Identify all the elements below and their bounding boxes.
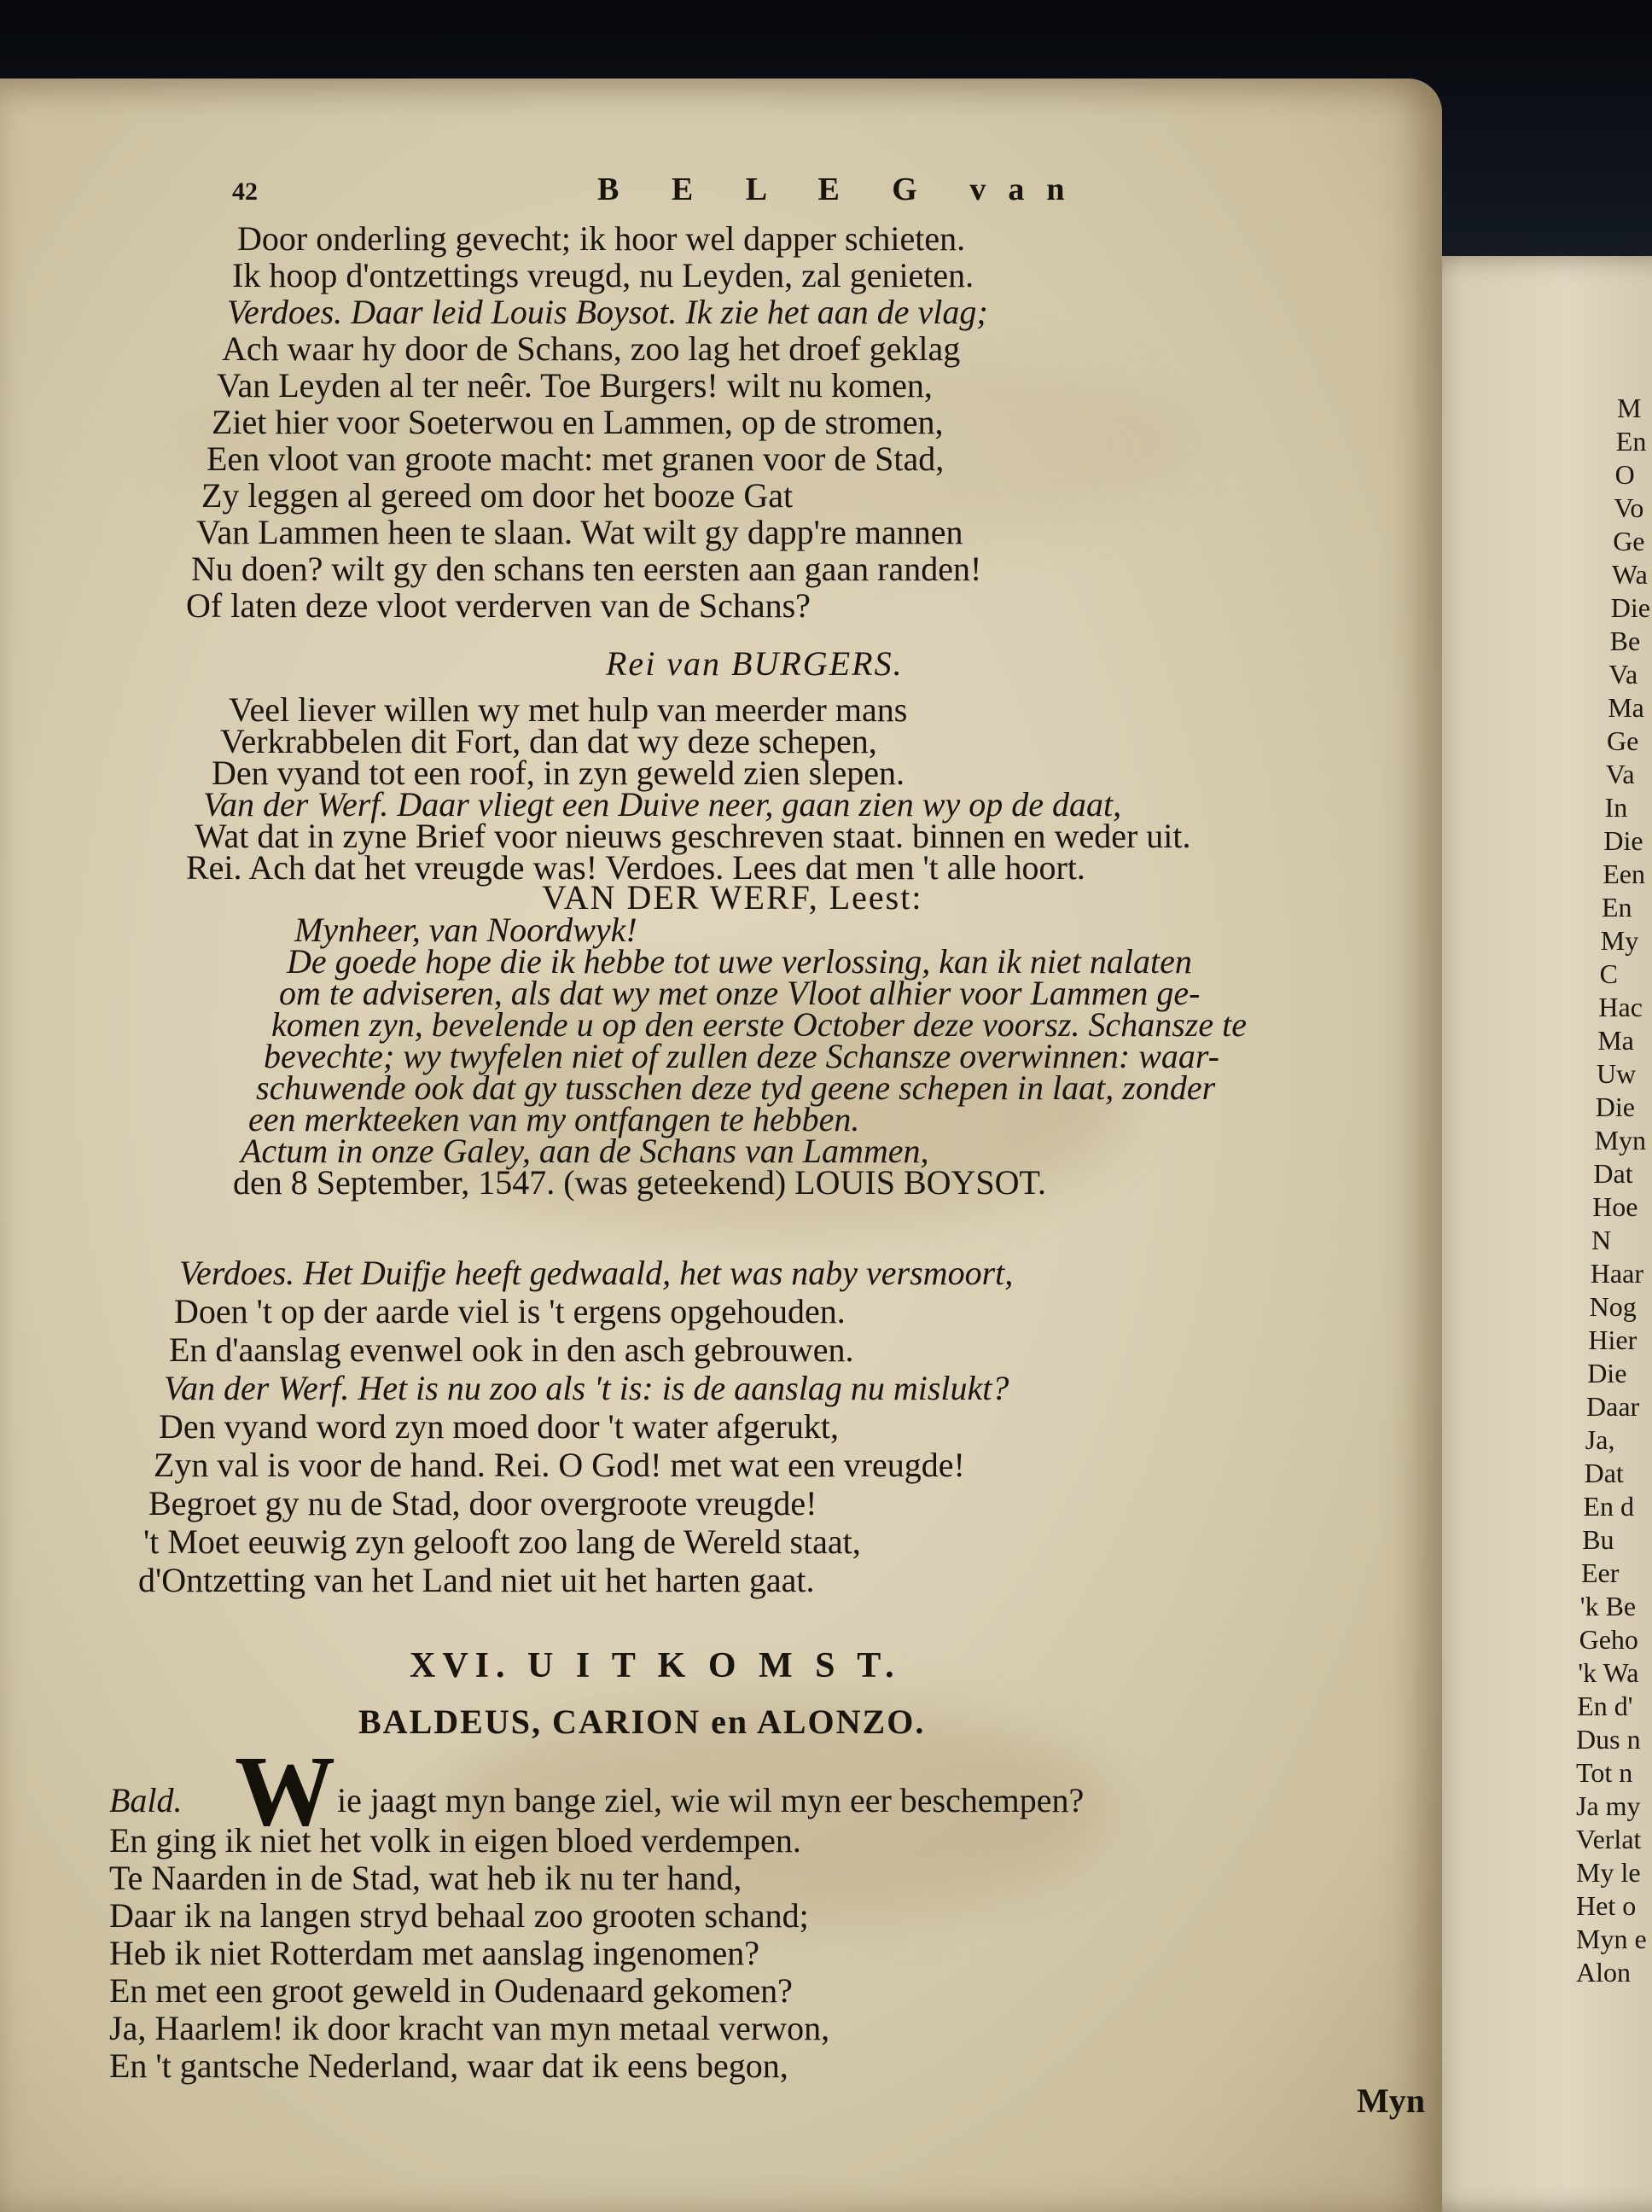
rei-heading: Rei van BURGERS. xyxy=(606,644,904,683)
facing-page-fragment: M xyxy=(1617,393,1642,423)
text-line: Wat dat in zyne Brief voor nieuws geschreven staat. binnen en weder uit. xyxy=(195,817,1191,855)
facing-page-fragment: Ja my xyxy=(1576,1790,1641,1821)
facing-page-fragment: Va xyxy=(1608,659,1638,690)
facing-page-fragment: En xyxy=(1615,426,1647,457)
facing-page-fragment: En xyxy=(1602,892,1632,923)
text-line: den 8 September, 1547. (was geteekend) LOUIS BOYSOT. xyxy=(233,1163,1047,1202)
text-line: Daar ik na langen stryd behaal zoo grooten schand; xyxy=(109,1896,809,1935)
text-line: En d'aanslag evenwel ook in den asch gebrouwen. xyxy=(169,1330,854,1369)
speaker-label: Bald. xyxy=(109,1781,183,1819)
facing-page-fragment: Eer xyxy=(1581,1557,1620,1588)
text-line: Rei. Ach dat het vreugde was! Verdoes. Lees dat men 't alle hoort. xyxy=(186,848,1085,887)
facing-page-fragment: Dat xyxy=(1584,1458,1624,1488)
facing-page-fragment: Die xyxy=(1603,825,1643,856)
text-line: Nu doen? wilt gy den schans ten eersten aan gaan randen! xyxy=(191,550,982,588)
facing-page-fragment: Ma xyxy=(1597,1025,1634,1056)
text-line: Actum in onze Galey, aan de Schans van Lammen, xyxy=(241,1132,929,1170)
text-line: Mynheer, van Noordwyk! xyxy=(294,911,637,949)
facing-page-fragment: Hoe xyxy=(1592,1191,1638,1222)
text-line: Verdoes. Het Duifje heeft gedwaald, het was naby versmoort, xyxy=(179,1254,1014,1292)
facing-page-fragment: Tot n xyxy=(1576,1757,1633,1788)
facing-page-fragment: Ge xyxy=(1607,725,1639,756)
facing-page-fragment: Verlat xyxy=(1576,1824,1642,1854)
text-line: Te Naarden in de Stad, wat heb ik nu ter hand, xyxy=(109,1859,742,1897)
section-heading: XVI. U I T K O M S T. xyxy=(410,1646,901,1685)
text-line: schuwende ook dat gy tusschen deze tyd geene schepen in laat, zonder xyxy=(256,1068,1216,1107)
text-line: 't Moet eeuwig zyn gelooft zoo lang de Wereld staat, xyxy=(143,1522,861,1561)
text-line: Den vyand word zyn moed door 't water afgerukt, xyxy=(159,1407,839,1446)
facing-page-fragment: O xyxy=(1614,459,1635,490)
text-line: Zy leggen al gereed om door het booze Gat xyxy=(201,476,794,515)
text-line: En ging ik niet het volk in eigen bloed verdempen. xyxy=(109,1821,801,1860)
text-line: om te adviseren, als dat wy met onze Vloot alhier voor Lammen ge- xyxy=(279,974,1201,1012)
facing-page-fragment: C xyxy=(1599,958,1618,989)
facing-page-fragment: Vo xyxy=(1614,492,1644,523)
facing-page-fragment: Ge xyxy=(1613,526,1645,556)
facing-page-fragment: Ja, xyxy=(1585,1424,1615,1455)
facing-page-fragment: En d xyxy=(1583,1491,1634,1522)
text-line: Een vloot van groote macht: met granen voor de Stad, xyxy=(206,439,945,478)
text-line: Heb ik niet Rotterdam met aanslag ingenomen? xyxy=(109,1934,759,1972)
facing-page-fragment: My le xyxy=(1576,1857,1641,1888)
facing-page-fragment: En d' xyxy=(1577,1691,1633,1721)
text-line: Veel liever willen wy met hulp van meerder mans xyxy=(229,690,908,729)
facing-page-fragment: 'k Be xyxy=(1579,1591,1637,1621)
text-line: Van der Werf. Het is nu zoo als 't is: is de aanslag nu mislukt? xyxy=(164,1369,1009,1407)
text-line: Van Leyden al ter neêr. Toe Burgers! wilt nu komen, xyxy=(217,366,933,405)
facing-page-fragment: Een xyxy=(1603,859,1645,889)
first-line: ie jaagt myn bange ziel, wie wil myn eer beschempen? xyxy=(337,1781,1085,1819)
facing-page-fragment: Die xyxy=(1595,1091,1635,1122)
facing-page-fragment: N xyxy=(1591,1225,1612,1255)
page-number: 42 xyxy=(232,178,258,206)
catchword: Myn xyxy=(1357,2081,1425,2120)
facing-page-fragment: Die xyxy=(1610,592,1650,623)
facing-page-fragment: Nog xyxy=(1589,1291,1637,1322)
text-line: Ach waar hy door de Schans, zoo lag het droef geklag xyxy=(222,329,961,368)
facing-page-fragment: Hac xyxy=(1598,992,1643,1022)
drop-cap: W xyxy=(235,1735,335,1847)
facing-page-fragment: Daar xyxy=(1586,1391,1640,1422)
text-line: Verkrabbelen dit Fort, dan dat wy deze schepen, xyxy=(220,722,877,760)
facing-page xyxy=(1412,256,1652,2212)
section-cast: BALDEUS, CARION en ALONZO. xyxy=(358,1703,926,1741)
facing-page-fragment: Ma xyxy=(1608,692,1644,723)
letter-heading: VAN DER WERF, Leest: xyxy=(542,878,923,917)
running-head: B E L E G van xyxy=(597,172,1087,207)
facing-page-fragment: My xyxy=(1600,925,1639,956)
text-line: Of laten deze vloot verderven van de Schans? xyxy=(186,586,811,625)
facing-page-fragment: Haar xyxy=(1590,1258,1643,1289)
facing-page-fragment: Wa xyxy=(1612,559,1648,590)
facing-page-fragment: Geho xyxy=(1579,1624,1638,1655)
facing-page-fragment: Alon xyxy=(1576,1957,1631,1988)
text-line: En met een groot geweld in Oudenaard gekomen? xyxy=(109,1971,793,2010)
facing-page-fragment: Myn e xyxy=(1576,1924,1647,1954)
text-line: bevechte; wy twyfelen niet of zullen deze Schansze overwinnen: waar- xyxy=(264,1037,1219,1075)
text-line: Verdoes. Daar leid Louis Boysot. Ik zie het aan de vlag; xyxy=(227,293,988,331)
text-line: Den vyand tot een roof, in zyn geweld zien slepen. xyxy=(212,754,905,792)
text-line: Door onderling gevecht; ik hoor wel dapper schieten. xyxy=(237,219,966,258)
text-line: Doen 't op der aarde viel is 't ergens opgehouden. xyxy=(174,1292,846,1330)
text-line: En 't gantsche Nederland, waar dat ik eens begon, xyxy=(109,2046,788,2085)
text-line: Van der Werf. Daar vliegt een Duive neer, gaan zien wy op de daat, xyxy=(203,785,1122,824)
facing-page-fragment: Va xyxy=(1605,759,1635,789)
text-line: Ik hoop d'ontzettings vreugd, nu Leyden, zal genieten. xyxy=(232,256,974,294)
facing-page-fragment: Hier xyxy=(1588,1324,1637,1355)
facing-page-fragment: In xyxy=(1604,792,1628,823)
facing-page-fragment: Myn xyxy=(1594,1125,1647,1155)
facing-page-fragment: Bu xyxy=(1582,1524,1614,1555)
facing-page-fragment: Dus n xyxy=(1576,1724,1641,1755)
text-line: Ja, Haarlem! ik door kracht van myn metaal verwon, xyxy=(109,2009,830,2047)
text-line: Zyn val is voor de hand. Rei. O God! met wat een vreugde! xyxy=(154,1446,965,1484)
text-line: komen zyn, bevelende u op den eerste October deze voorsz. Schansze te xyxy=(271,1005,1247,1044)
text-line: Begroet gy nu de Stad, door overgroote vreugde! xyxy=(148,1484,817,1522)
facing-page-fragment: Die xyxy=(1587,1358,1627,1388)
text-line: d'Ontzetting van het Land niet uit het harten gaat. xyxy=(138,1561,815,1599)
text-line: Ziet hier voor Soeterwou en Lammen, op de stromen, xyxy=(212,403,944,441)
text-line: De goede hope die ik hebbe tot uwe verlossing, kan ik niet nalaten xyxy=(287,942,1192,981)
facing-page-fragment: 'k Wa xyxy=(1578,1657,1639,1688)
text-line: Van Lammen heen te slaan. Wat wilt gy dapp're mannen xyxy=(196,513,963,551)
facing-page-fragment: Uw xyxy=(1597,1058,1637,1089)
facing-page-fragment: Be xyxy=(1609,626,1641,656)
text-line: een merkteeken van my ontfangen te hebben. xyxy=(248,1100,860,1138)
facing-page-fragment: Dat xyxy=(1593,1158,1633,1189)
facing-page-fragment: Het o xyxy=(1576,1890,1637,1921)
